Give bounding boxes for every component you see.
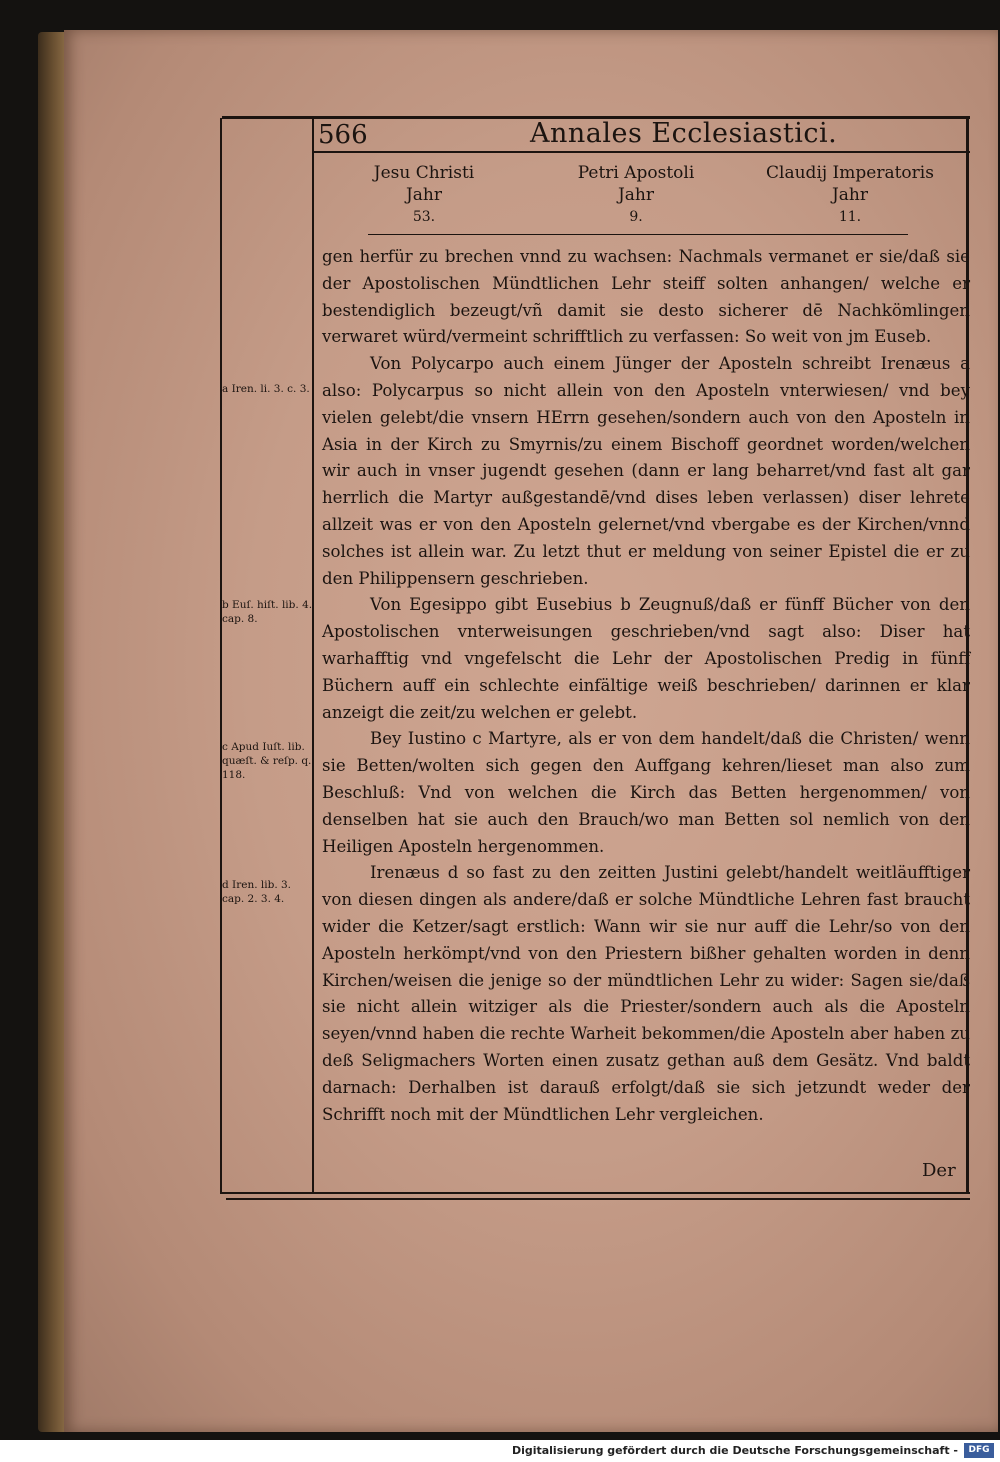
paragraph: Von Polycarpo auch einem Jünger der Aposteln schreibt Irenæus a also: Polycarpus so nicht allein von den Aposteln vnterwiesen/ vnd bey vielen gelebt/die vnsern HErrn gesehen/sondern auch von den Aposteln in Asia in der Kirch zu Smyrnis/zu einem Bischoff geordnet worden/welchen wir auch in vnser jugendt gesehen (dann er lang beharret/vnd fast alt gar herrlich die Martyr außgestandē/vnd dises leben verlassen) diser lehrete allzeit was er von den Aposteln gelernet/vnd vbergabe es der Kirchen/vnnd solches ist allein war. Zu letzt thut er meldung von seiner Epistel die er zu den Philippensern geschrieben.: [322, 354, 970, 588]
margin-note: a Iren. li. 3. c. 3.: [222, 383, 310, 395]
dfg-logo-icon: DFG: [964, 1443, 994, 1458]
column-sublabel: Jahr: [405, 185, 443, 205]
column-label: Petri Apostoli: [577, 163, 695, 183]
footer-credit: Digitalisierung gefördert durch die Deutsche Forschungsgemeinschaft -: [511, 1444, 958, 1457]
margin-note: b Euſ. hiſt. lib. 4. cap. 8.: [222, 599, 313, 625]
margin-note: c Apud Iuſt. lib. quæſt. & reſp. q. 118.: [222, 741, 312, 781]
paragraph: Irenæus d so fast zu den zeitten Justini gelebt/handelt weitläufftiger von diesen dingen als andere/daß er solche Mündtliche Lehren fast braucht wider die Ketzer/sagt erstlich: Wann wir sie nur auff die Lehr/so von den Aposteln herkömpt/vnd von den Priestern bißher gehalten worden in denn Kirchen/weisen die jenige so der mündtlichen Lehr zu wider: Sagen sie/daß sie nicht allein witziger als die Priester/sondern auch als die Aposteln seyen/vnnd haben die rechte Warheit bekommen/die Aposteln aber haben zu deß Seligmachers Worten einen zusatz gethan auß dem Gesätz. Vnd baldt darnach: Derhalben ist darauß erfolgt/daß sie sich jetzundt weder der Schrifft noch mit der Mündtlichen Lehr vergleichen.: [322, 863, 970, 1124]
column-head-peter: [526, 162, 746, 228]
left-column-line: [312, 118, 314, 1193]
column-head-christ: [314, 162, 534, 228]
paragraph: gen herfür zu brechen vnnd zu wachsen: Nachmals vermanet er sie/daß sie der Apostolischen Mündtlichen Lehr steiff solten anhangen/ welche er bestendiglich bezeugt/vñ damit sie desto sicherer dē Nachkömlingen verwaret würd/vermeint schrifftlich zu verfassen: So weit von jm Euseb.: [322, 247, 970, 347]
footer-bar: [0, 1440, 1000, 1462]
page-number: 566: [318, 120, 368, 150]
column-head-claudius: [740, 162, 960, 228]
column-year: 53.: [412, 209, 436, 225]
paragraph: Bey Iustino c Martyre, als er von dem handelt/daß die Christen/ wenn sie Betten/wolten sich gegen den Auffgang kehren/lieset man also zum Beschluß: Vnd von welchen die Kirch das Betten hergenommen/ von denselben hat sie auch den Brauch/wo man Betten sol nemlich von den Heiligen Aposteln hergenommen.: [322, 729, 970, 856]
column-sublabel: Jahr: [831, 185, 869, 205]
footer-rule: [226, 1198, 970, 1200]
running-title: Annales Ecclesiastici.: [530, 118, 838, 149]
years-underline: [368, 234, 908, 235]
main-text-block: [322, 244, 970, 1128]
bottom-rule: [220, 1192, 970, 1194]
column-sublabel: Jahr: [617, 185, 655, 205]
paragraph: Von Egesippo gibt Eusebius b Zeugnuß/daß er fünff Bücher von den Apostolischen vnterweisungen geschrieben/vnd sagt also: Diser hat warhafftig vnd vngefelscht die Lehr der Apostolischen Predig in fünff Büchern auff ein schlechte einfältige weiß beschrieben/ darinnen er klar anzeigt die zeit/zu welchen er gelebt.: [322, 595, 970, 722]
catchword: Der: [922, 1160, 956, 1181]
column-year: 9.: [629, 209, 643, 225]
column-label: Jesu Christi: [373, 163, 475, 183]
header-underline: [312, 151, 970, 153]
column-label: Claudij Imperatoris: [766, 163, 934, 183]
margin-outer-line: [220, 118, 222, 1193]
margin-note: d Iren. lib. 3. cap. 2. 3. 4.: [222, 879, 292, 905]
column-year: 11.: [838, 209, 862, 225]
